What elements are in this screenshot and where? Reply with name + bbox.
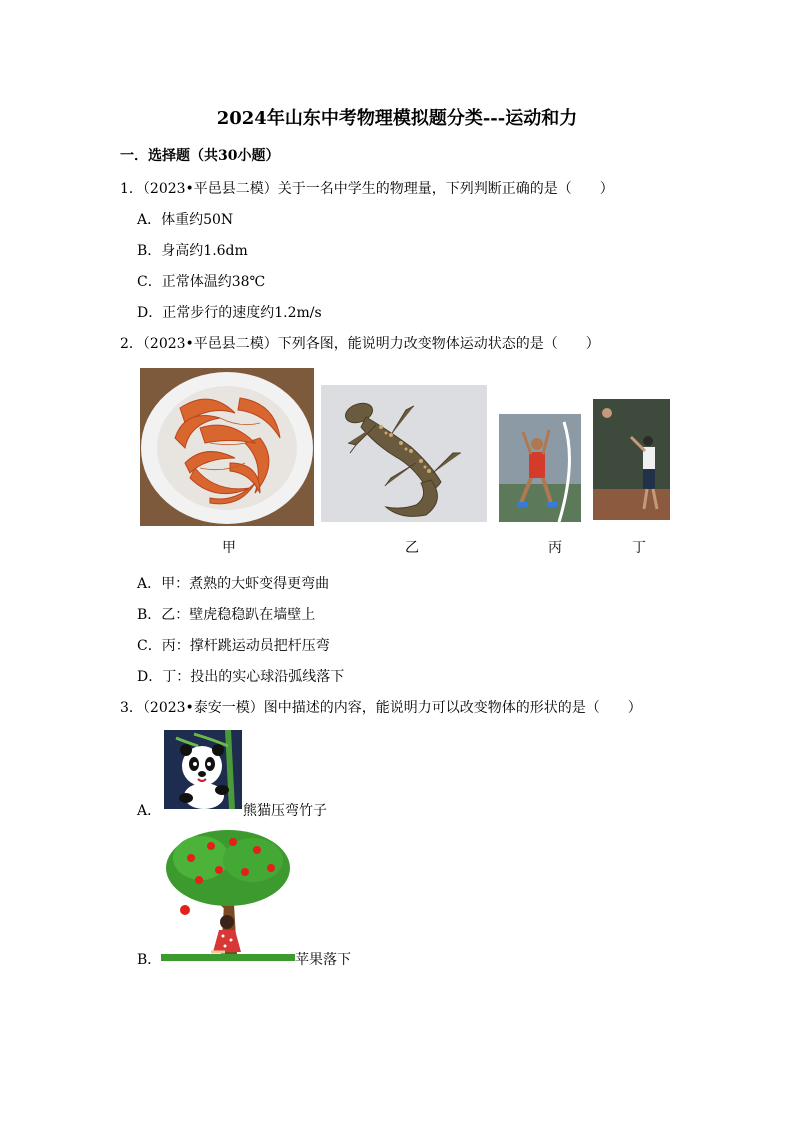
panda-image [164,730,242,809]
question-3-option-b-letter: B． [137,952,162,968]
caption-yi: 乙 [405,540,419,556]
question-2-option-b: B．乙：壁虎稳稳趴在墙壁上 [137,607,316,623]
caption-bing: 丙 [548,540,562,556]
question-2-stem: 2．（2023•平邑县二模）下列各图，能说明力改变物体运动状态的是（ ） [120,336,600,352]
shrimp-image [140,368,314,526]
question-3-option-b-text: 苹果落下 [295,952,351,968]
question-3-option-a-letter: A． [137,803,162,819]
section-heading: 一．选择题（共30小题） [120,148,280,164]
apple-tree-image [161,828,295,961]
question-1-option-a: A．体重约50N [137,212,234,228]
caption-jia: 甲 [222,540,236,556]
page-title: 2024年山东中考物理模拟题分类---运动和力 [216,108,578,129]
question-1-option-d: D．正常步行的速度约1.2m/s [137,305,322,321]
question-2-option-c: C．丙：撑杆跳运动员把杆压弯 [137,638,330,654]
gecko-image [321,385,487,522]
question-1-stem: 1．（2023•平邑县二模）关于一名中学生的物理量，下列判断正确的是（ ） [120,181,614,197]
question-3-option-a-text: 熊猫压弯竹子 [243,803,327,819]
question-2-option-d: D．丁：投出的实心球沿弧线落下 [137,669,345,685]
question-2-option-a: A．甲：煮熟的大虾变得更弯曲 [137,576,330,592]
shot-put-image [593,399,670,520]
question-1-option-b: B．身高约1.6dm [137,243,248,259]
caption-ding: 丁 [632,540,646,556]
question-3-stem: 3．（2023•泰安一模）图中描述的内容，能说明力可以改变物体的形状的是（ ） [120,700,642,716]
pole-vault-image [499,414,581,522]
question-1-option-c: C．正常体温约38℃ [137,274,266,290]
